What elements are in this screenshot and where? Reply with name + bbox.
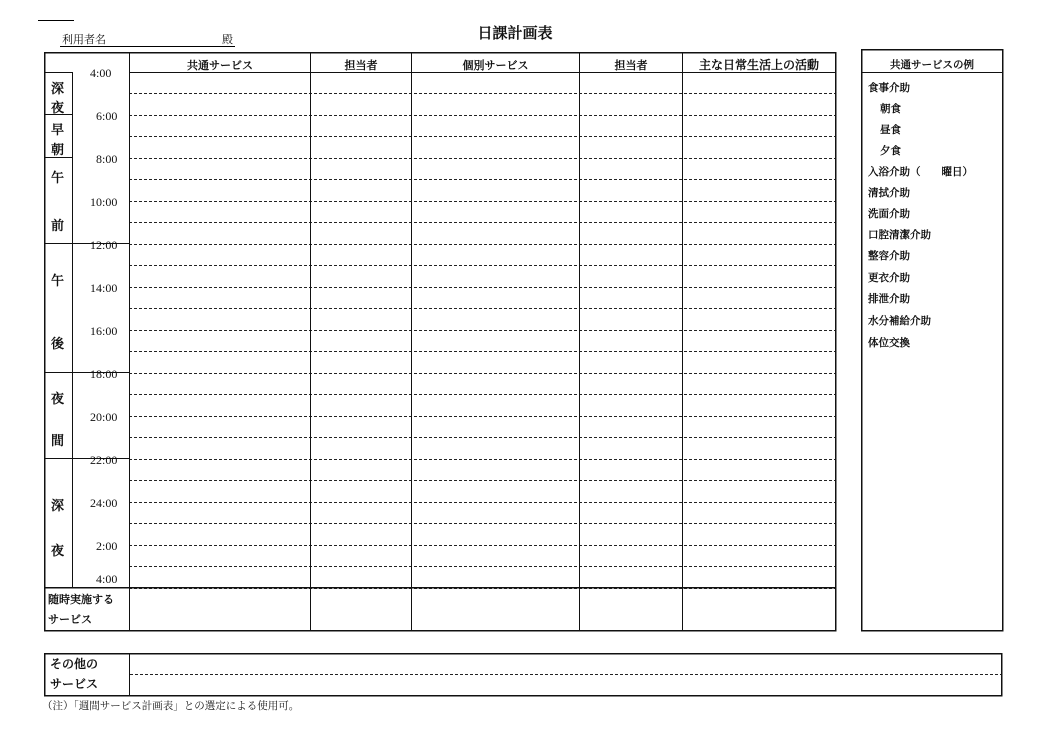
col-header-daily-activity: 主な日常生活上の活動	[698, 58, 819, 72]
time-label-2pm: 14:00	[90, 281, 118, 295]
period-early-morning-char-1: 早	[51, 123, 65, 138]
example-item: 昼食	[880, 124, 901, 136]
time-label-12am: 24:00	[90, 496, 118, 510]
time-label-6am: 6:00	[96, 109, 118, 123]
example-item: 食事介助	[868, 82, 910, 94]
adhoc-service-label-1: 随時実施する	[48, 593, 114, 606]
example-item: 水分補給介助	[868, 315, 931, 327]
period-late-night-2-char-2: 夜	[51, 544, 65, 559]
other-service-label-2: サービス	[50, 677, 99, 691]
example-item: 夕食	[880, 145, 901, 157]
period-late-night-2-char-1: 深	[51, 499, 65, 514]
period-late-night-1-char-2: 夜	[51, 101, 65, 116]
time-label-12pm: 12:00	[90, 238, 118, 252]
time-label-4pm: 16:00	[90, 324, 118, 338]
footnote: （注）「週間サービス計画表」との選定による使用可。	[42, 700, 300, 712]
time-label-4am-end: 4:00	[96, 572, 118, 586]
adhoc-service-label-2: サービス	[48, 613, 92, 626]
example-item: 整容介助	[868, 250, 910, 262]
time-label-8am: 8:00	[96, 152, 118, 166]
page-title: 日課計画表	[477, 24, 553, 42]
period-morning-char-2: 前	[51, 219, 65, 234]
example-item: 入浴介助（ 曜日）	[868, 166, 973, 178]
col-header-staff-1: 担当者	[344, 59, 378, 72]
example-item: 洗面介助	[868, 208, 910, 220]
col-header-common-service: 共通サービス	[187, 59, 253, 72]
other-service-label-1: その他の	[50, 657, 99, 671]
user-name-label: 利用者名	[62, 33, 106, 46]
time-label-4am: 4:00	[90, 66, 112, 80]
example-item: 口腔清潔介助	[868, 229, 931, 241]
col-header-staff-2: 担当者	[614, 59, 648, 72]
time-label-10pm: 22:00	[90, 453, 118, 467]
period-afternoon-char-2: 後	[51, 337, 65, 352]
time-label-8pm: 20:00	[90, 410, 118, 424]
period-afternoon-char-1: 午	[51, 274, 65, 289]
time-label-6pm: 18:00	[90, 367, 118, 381]
example-item: 体位交換	[868, 337, 910, 349]
user-name-honorific: 殿	[222, 33, 233, 46]
period-early-morning-char-2: 朝	[51, 143, 65, 158]
time-label-2am: 2:00	[96, 539, 118, 553]
example-item: 清拭介助	[868, 187, 910, 199]
examples-title: 共通サービスの例	[890, 59, 974, 71]
example-item: 朝食	[880, 103, 901, 115]
example-item: 排泄介助	[868, 293, 910, 305]
period-late-night-1-char-1: 深	[51, 82, 65, 97]
example-item: 更衣介助	[868, 272, 910, 284]
period-morning-char-1: 午	[51, 171, 65, 186]
period-evening-char-2: 間	[51, 434, 65, 449]
time-label-10am: 10:00	[90, 195, 118, 209]
col-header-individual-service: 個別サービス	[462, 59, 529, 72]
period-evening-char-1: 夜	[51, 392, 65, 407]
